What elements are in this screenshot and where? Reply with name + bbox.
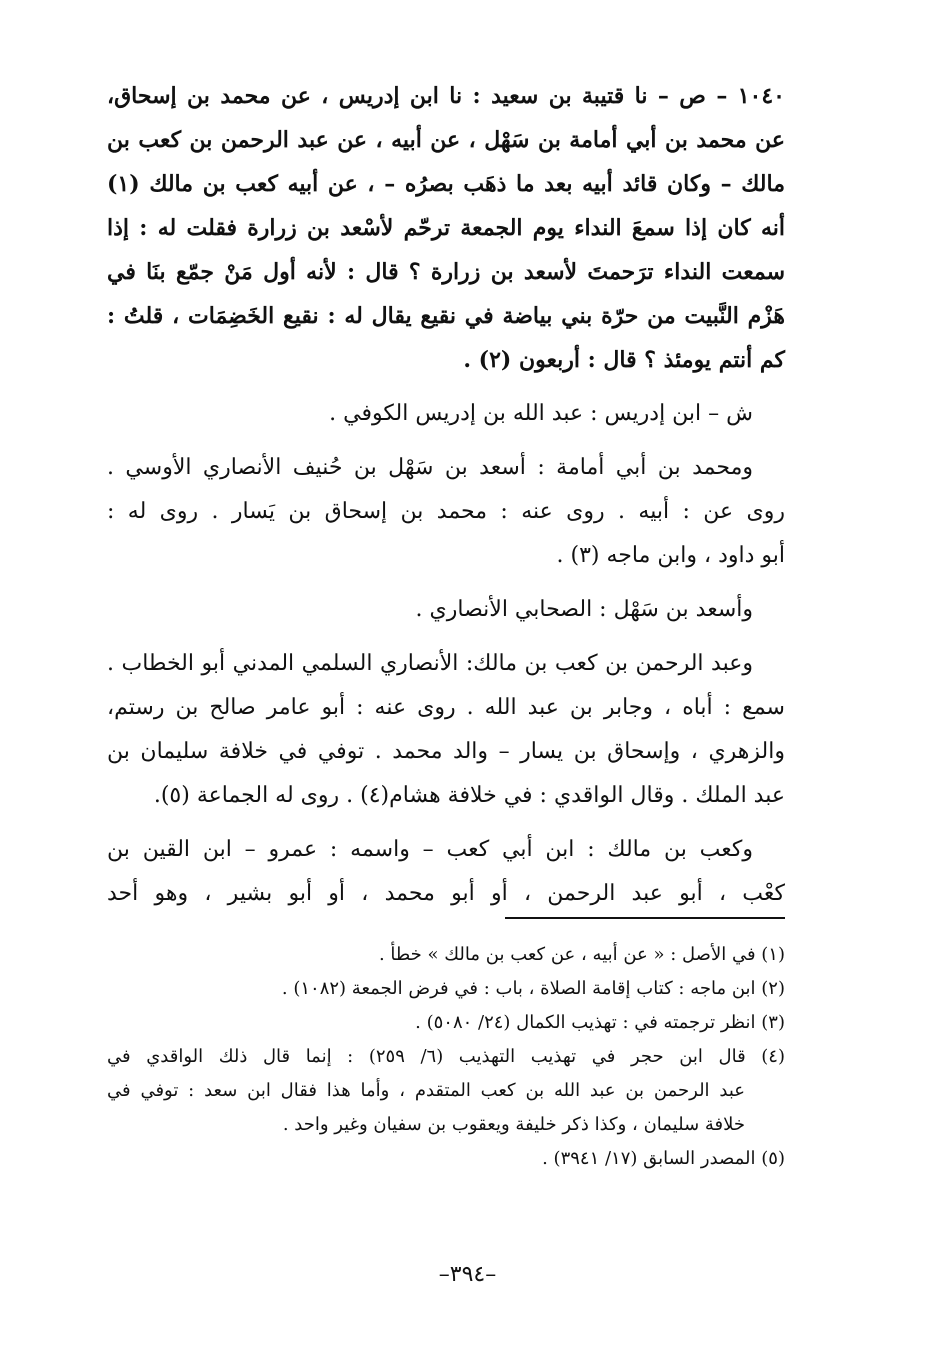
commentary-line: وعبد الرحمن بن كعب بن مالك: الأنصاري السلمي المدني أبو الخطاب .	[107, 651, 753, 676]
hadith-line: سمعت النداء ترَحمتَ لأسعد بن زرارة ؟ قال : لأنه أول مَنْ جمّع بنَا في	[107, 259, 785, 285]
footnote: (١) في الأصل : « عن أبيه ، عن كعب بن مالك » خطأ .	[378, 944, 785, 965]
hadith-line: عن محمد بن أبي أمامة بن سَهْل ، عن أبيه ، عن عبد الرحمن بن كعب بن	[107, 127, 785, 153]
commentary-line: عبد الملك . وقال الواقدي : في خلافة هشام(٤) . روى له الجماعة (٥).	[153, 783, 785, 808]
hadith-line: كم أنتم يومئذ ؟ قال : أربعون (٢) .	[463, 347, 785, 373]
commentary-line: ومحمد بن أبي أمامة : أسعد بن سَهْل بن حُنيف الأنصاري الأوسي .	[107, 455, 753, 480]
commentary-paragraph	[107, 588, 785, 632]
hadith-line: هَزْم النَّبيت من حرّة بني بياضة في نقيع يقال له : نقيع الخَضِمَات ، قلتُ :	[107, 303, 785, 329]
footnote-continuation: خلافة سليمان ، وكذا ذكر خليفة ويعقوب بن سفيان وغير واحد .	[282, 1114, 745, 1135]
commentary-line: كعْب ، أبو عبد الرحمن ، أو أبو محمد ، أو أبو بشير ، وهو أحد	[107, 881, 785, 906]
commentary-line: روى عن : أبيه . روى عنه : محمد بن إسحاق بن يَسار . روى له :	[107, 499, 785, 524]
commentary-paragraph	[107, 828, 785, 916]
commentary-line: وأسعد بن سَهْل : الصحابي الأنصاري .	[415, 597, 753, 622]
footnote-continuation: عبد الرحمن بن عبد الله بن كعب المتقدم ، وأما هذا فقال ابن سعد : توفي في	[107, 1080, 745, 1101]
hadith-line: ١٠٤٠ – ص – نا قتيبة بن سعيد : نا ابن إدريس ، عن محمد بن إسحاق،	[107, 83, 785, 109]
footnote: (٥) المصدر السابق (١٧/ ٣٩٤١) .	[542, 1148, 785, 1169]
page-number: –٣٩٤–	[438, 1262, 497, 1287]
footnotes	[107, 938, 785, 1176]
hadith-line: مالك – وكان قائد أبيه بعد ما ذهَب بصرُه – ، عن أبيه كعب بن مالك (١)	[107, 171, 785, 197]
footnote: (٢) ابن ماجه : كتاب إقامة الصلاة ، باب : في فرض الجمعة (١٠٨٢) .	[281, 978, 785, 999]
commentary-line: سمع : أباه ، وجابر بن عبد الله . روى عنه : أبو عامر صالح بن رستم،	[107, 695, 785, 720]
footnote: (٤) قال ابن حجر في تهذيب التهذيب (٦/ ٢٥٩) : إنما قال ذلك الواقدي في	[107, 1046, 785, 1067]
footnote: (٣) انظر ترجمته في : تهذيب الكمال (٢٤/ ٥٠٨٠) .	[415, 1012, 785, 1033]
commentary-line: أبو داود ، وابن ماجه (٣) .	[556, 543, 785, 568]
main-text	[107, 74, 785, 916]
hadith-line: أنه كان إذا سمعَ النداء يوم الجمعة ترحّم لأسْعد بن زرارة فقلت له : إذا	[107, 215, 785, 241]
hadith-text	[107, 74, 785, 382]
commentary-paragraph	[107, 392, 785, 436]
footnote-divider	[505, 917, 785, 919]
commentary-paragraph	[107, 446, 785, 578]
commentary-line: ش – ابن إدريس : عبد الله بن إدريس الكوفي .	[329, 401, 753, 426]
commentary-line: والزهري ، وإسحاق بن يسار – والد محمد . توفي في خلافة سليمان بن	[107, 739, 785, 764]
commentary-line: وكعب بن مالك : ابن أبي كعب – واسمه : عمرو – ابن القين بن	[107, 837, 753, 862]
commentary-paragraph	[107, 642, 785, 818]
